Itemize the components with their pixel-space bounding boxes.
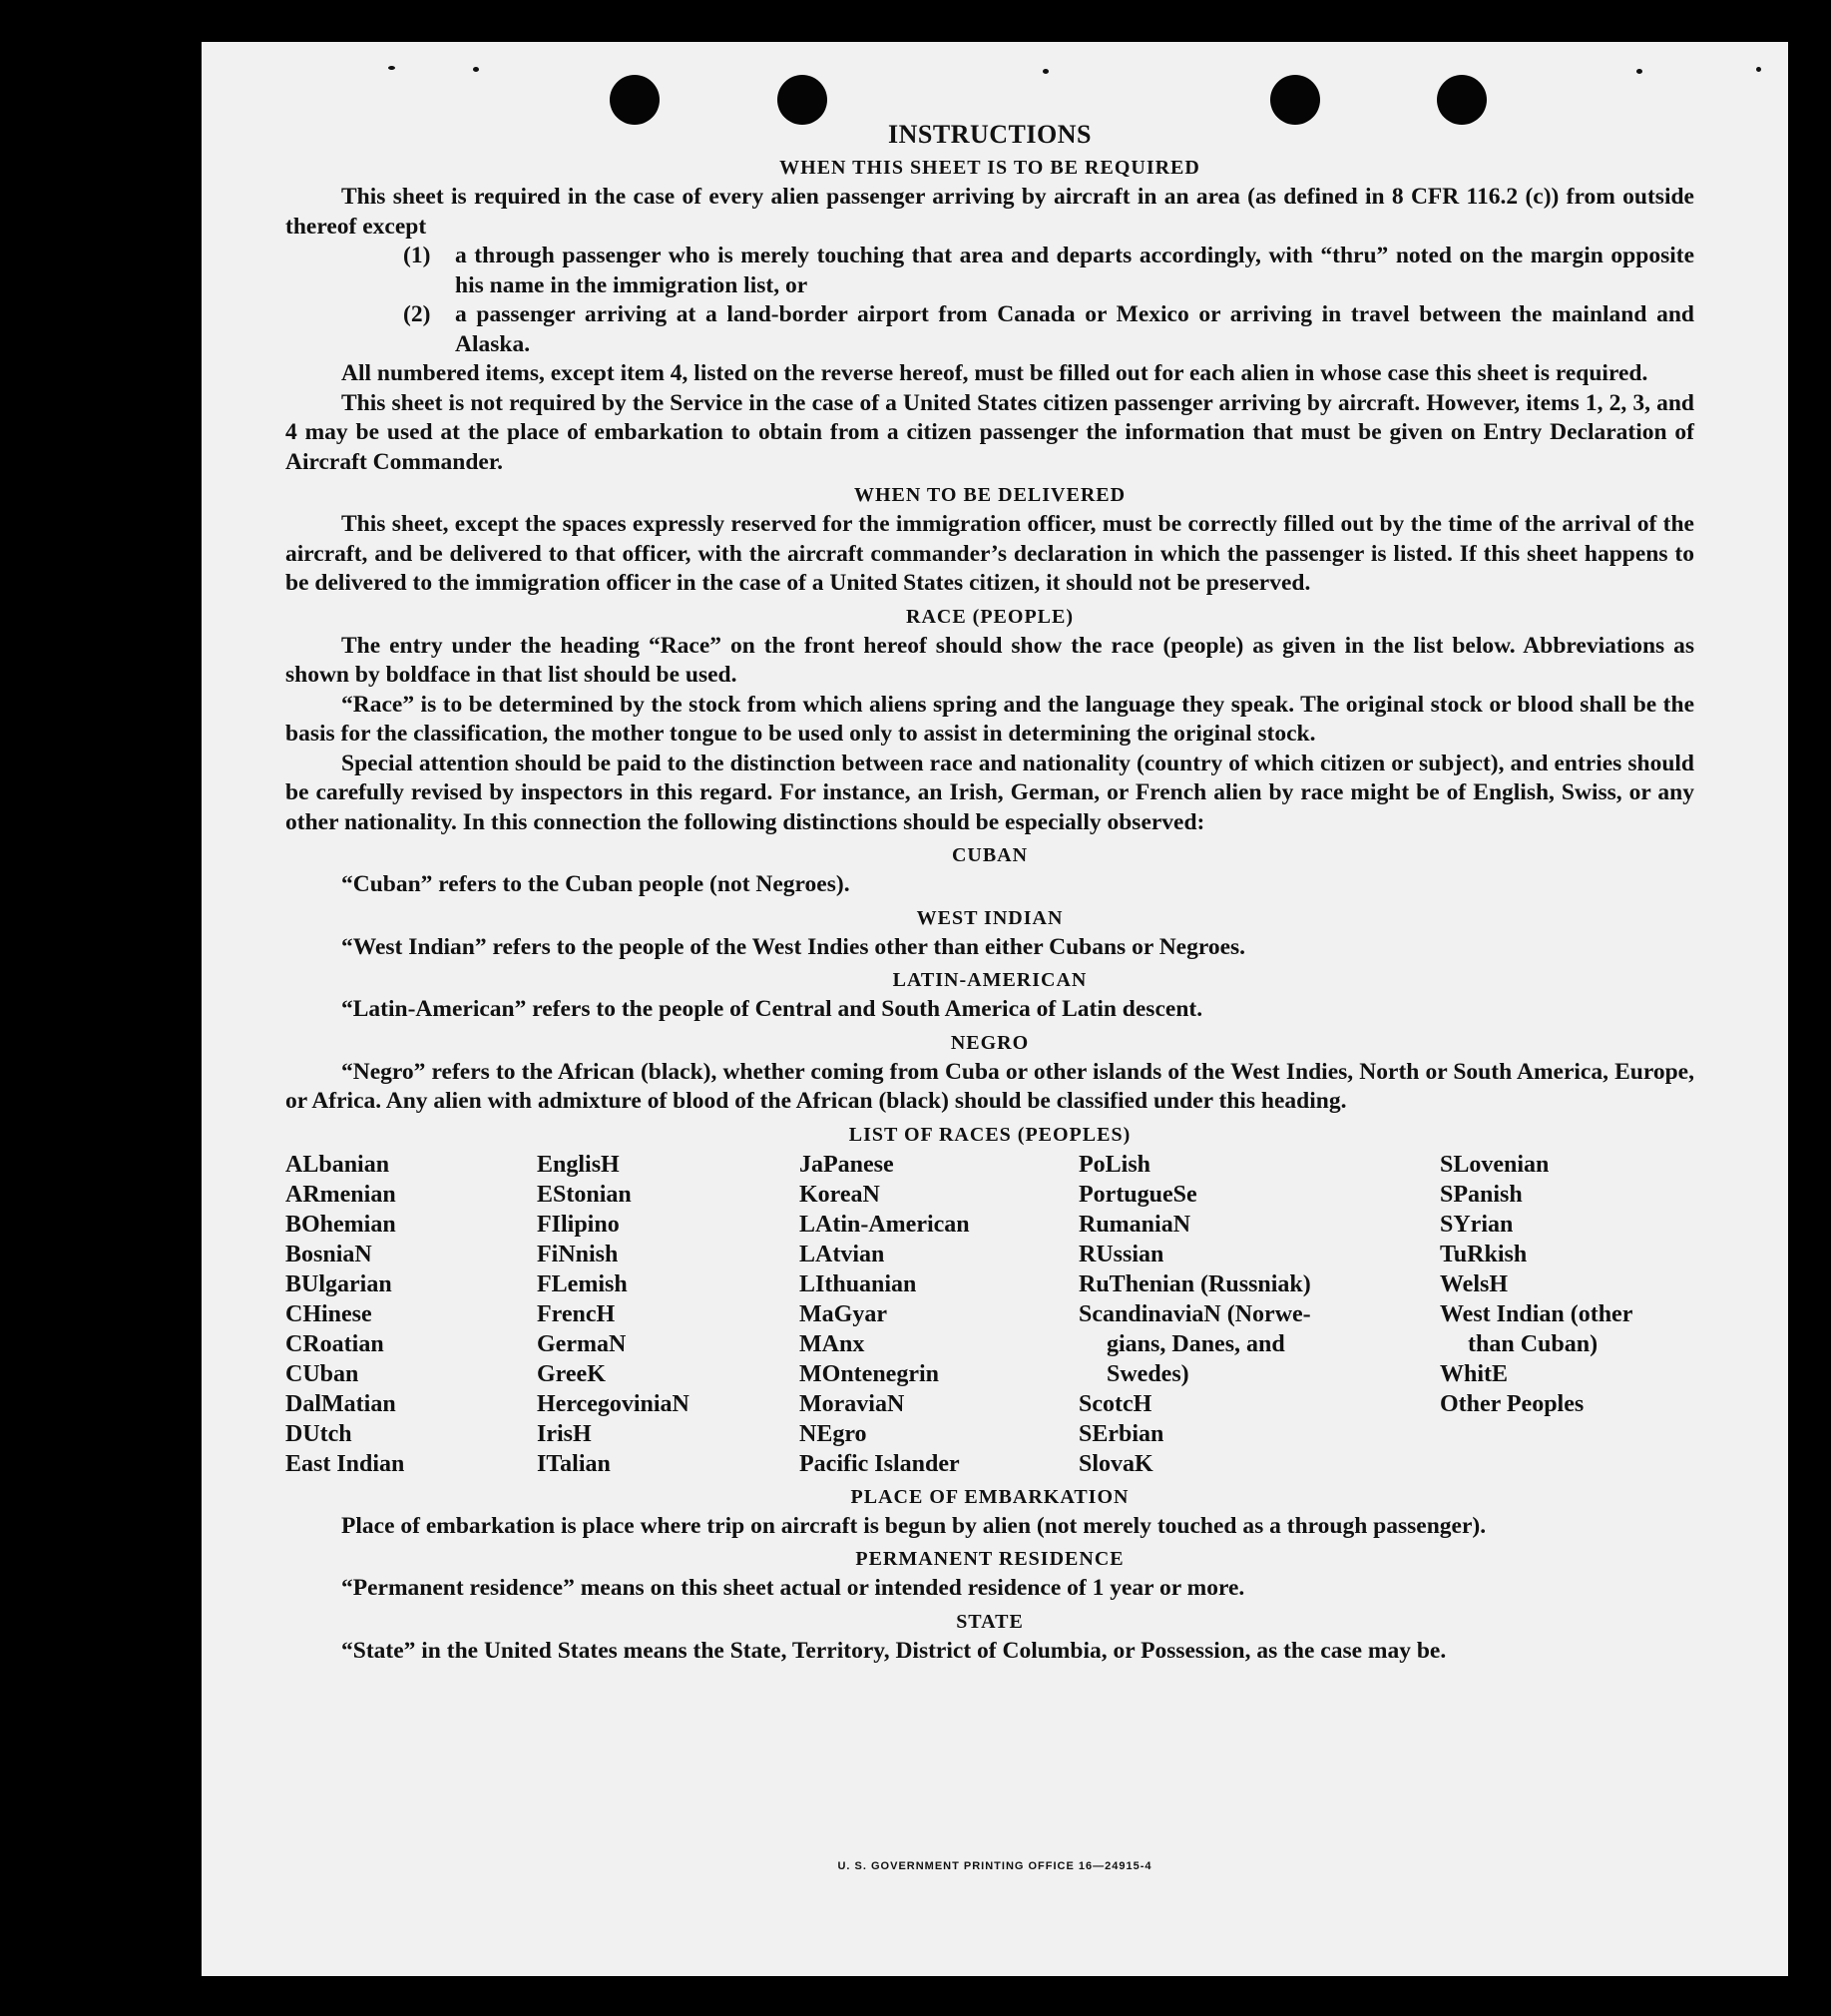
race-entry: West Indian (other: [1440, 1300, 1633, 1327]
paragraph: All numbered items, except item 4, listed on the reverse hereof, must be filled out for each alien in whose case this sheet is required.: [341, 360, 1648, 386]
race-entry: GermaN: [537, 1330, 627, 1357]
race-entry: BUlgarian: [285, 1270, 392, 1297]
paragraph: “Negro” refers to the African (black), whether coming from Cuba or other islands of the West Indies, North or South America, Europe, or Africa. Any alien with admixture of blood of the African (black) should be classified under this heading.: [285, 1058, 1694, 1114]
paragraph: “Race” is to be determined by the stock from which aliens spring and the language they speak. The original stock or blood shall be the basis for the classification, the mother tongue to be used only to assist in determining the original stock.: [285, 691, 1694, 747]
printer-imprint: U. S. GOVERNMENT PRINTING OFFICE 16—24915-4: [837, 1860, 1152, 1872]
page-title: INSTRUCTIONS: [888, 120, 1092, 149]
race-entry: RUssian: [1079, 1241, 1164, 1267]
item-number: (1): [403, 243, 431, 268]
race-entry: ScotcH: [1079, 1390, 1152, 1417]
race-column: [1440, 1150, 1694, 1479]
race-entry: DUtch: [285, 1420, 352, 1447]
paragraph: “West Indian” refers to the people of the West Indies other than either Cubans or Negroes.: [341, 933, 1246, 960]
race-entry: EStonian: [537, 1181, 632, 1208]
race-entry: MoraviaN: [799, 1390, 905, 1417]
race-entry: SYrian: [1440, 1211, 1514, 1238]
heading-permanent-residence: PERMANENT RESIDENCE: [855, 1548, 1125, 1570]
heading-race: RACE (PEOPLE): [906, 605, 1074, 628]
race-entry: East Indian: [285, 1450, 405, 1477]
race-entry: PortugueSe: [1079, 1181, 1197, 1208]
item-number: (2): [403, 301, 431, 327]
race-entry: EnglisH: [537, 1151, 620, 1178]
race-entry: Other Peoples: [1440, 1390, 1585, 1417]
race-entry: PoLish: [1079, 1151, 1151, 1178]
race-entry: LAtvian: [799, 1241, 885, 1267]
paragraph: This sheet, except the spaces expressly reserved for the immigration officer, must be correctly filled out by the time of the arrival of the aircraft, and be delivered to that officer, with the aircraft commander’s declaration in which the passenger is listed. If this sheet happens to be delivered to the immigration officer in the case of a United States citizen, it should not be preserved.: [285, 511, 1694, 596]
race-column: [1079, 1150, 1440, 1479]
dust-speck: [1756, 67, 1761, 72]
paragraph: “Permanent residence” means on this sheet actual or intended residence of 1 year or more.: [341, 1575, 1245, 1601]
heading-latin-american: LATIN-AMERICAN: [892, 969, 1088, 991]
race-entry: FrencH: [537, 1300, 616, 1327]
race-list: [285, 1150, 1694, 1479]
dust-speck: [1043, 69, 1049, 74]
paragraph: “Latin-American” refers to the people of Central and South America of Latin descent.: [341, 996, 1203, 1022]
race-entry: CRoatian: [285, 1330, 384, 1357]
dust-speck: [1636, 69, 1642, 74]
race-column: [799, 1150, 1079, 1479]
paragraph: Place of embarkation is place where trip on aircraft is begun by alien (not merely touched as a through passenger).: [341, 1512, 1487, 1539]
race-entry: WelsH: [1440, 1270, 1509, 1297]
race-entry: Pacific Islander: [799, 1450, 960, 1477]
dust-speck: [473, 67, 479, 72]
paragraph: The entry under the heading “Race” on the front hereof should show the race (people) as given in the list below. Abbreviations as shown by boldface in that list should be used.: [285, 632, 1694, 688]
race-entry: MaGyar: [799, 1300, 887, 1327]
item-text: a through passenger who is merely touching that area and departs accordingly, with “thru” noted on the margin opposite his name in the immigration list, or: [455, 243, 1694, 298]
race-entry: RumaniaN: [1079, 1211, 1191, 1238]
heading-negro: NEGRO: [950, 1031, 1030, 1054]
paragraph: This sheet is not required by the Service in the case of a United States citizen passenger arriving by aircraft. However, items 1, 2, 3, and 4 may be used at the place of embarkation to obtain from a citizen passenger the information that must be given on Entry Declaration of Aircraft Commander.: [285, 389, 1694, 475]
race-entry: CUban: [285, 1360, 359, 1387]
race-entry: SlovaK: [1079, 1450, 1153, 1477]
instructions-text: [285, 120, 1694, 1666]
race-entry: BOhemian: [285, 1211, 396, 1238]
race-entry-continued: than Cuban): [1468, 1330, 1599, 1357]
heading-embarkation: PLACE OF EMBARKATION: [850, 1485, 1130, 1508]
race-entry: IrisH: [537, 1420, 592, 1447]
race-entry: LAtin-American: [799, 1211, 970, 1238]
paragraph: This sheet is required in the case of every alien passenger arriving by aircraft in an area (as defined in 8 CFR 116.2 (c)) from outside thereof except: [285, 184, 1694, 240]
race-entry: FiNnish: [537, 1241, 619, 1267]
document-page: [202, 42, 1788, 1976]
exception-item: [285, 242, 1694, 300]
race-entry: FIlipino: [537, 1211, 620, 1238]
race-entry: SLovenian: [1440, 1151, 1550, 1178]
heading-when-required: WHEN THIS SHEET IS TO BE REQUIRED: [779, 157, 1200, 179]
race-entry-continued: gians, Danes, and: [1107, 1330, 1285, 1357]
heading-state: STATE: [956, 1610, 1024, 1633]
race-entry: ITalian: [537, 1450, 611, 1477]
punch-hole: [1437, 75, 1487, 125]
punch-hole: [777, 75, 827, 125]
race-column: [285, 1150, 537, 1479]
race-entry: FLemish: [537, 1270, 628, 1297]
race-entry-continued: Swedes): [1107, 1360, 1189, 1387]
race-entry: KoreaN: [799, 1181, 880, 1208]
race-column: [537, 1150, 799, 1479]
race-entry: NEgro: [799, 1420, 867, 1447]
race-entry: HercegoviniaN: [537, 1390, 689, 1417]
exception-item: [285, 300, 1694, 359]
race-entry: LIthuanian: [799, 1270, 917, 1297]
race-entry: MOntenegrin: [799, 1360, 939, 1387]
paragraph: “State” in the United States means the State, Territory, District of Columbia, or Possession, as the case may be.: [341, 1637, 1447, 1664]
race-entry: GreeK: [537, 1360, 606, 1387]
heading-cuban: CUBAN: [951, 844, 1029, 866]
paragraph: Special attention should be paid to the distinction between race and nationality (country of which citizen or subject), and entries should be carefully revised by inspectors in this regard. For instance, an Irish, German, or French alien by race might be of English, Swiss, or any other nationality. In this connection the following distinctions should be especially observed:: [285, 750, 1694, 835]
race-entry: WhitE: [1440, 1360, 1509, 1387]
punch-hole: [1270, 75, 1320, 125]
race-entry: JaPanese: [799, 1151, 894, 1178]
race-entry: BosniaN: [285, 1241, 372, 1267]
punch-hole: [610, 75, 660, 125]
race-entry: RuThenian (Russniak): [1079, 1270, 1311, 1297]
dust-speck: [388, 66, 395, 70]
race-entry: MAnx: [799, 1330, 865, 1357]
race-entry: DalMatian: [285, 1390, 396, 1417]
race-entry: SErbian: [1079, 1420, 1164, 1447]
race-entry: SPanish: [1440, 1181, 1523, 1208]
heading-when-delivered: WHEN TO BE DELIVERED: [853, 484, 1127, 506]
race-entry: ScandinaviaN (Norwe-: [1079, 1300, 1311, 1327]
race-entry: TuRkish: [1440, 1241, 1528, 1267]
heading-list-of-races: LIST OF RACES (PEOPLES): [848, 1123, 1132, 1146]
race-entry: CHinese: [285, 1300, 372, 1327]
race-entry: ALbanian: [285, 1151, 390, 1178]
heading-west-indian: WEST INDIAN: [916, 906, 1064, 929]
paragraph: “Cuban” refers to the Cuban people (not Negroes).: [341, 871, 850, 897]
race-entry: ARmenian: [285, 1181, 396, 1208]
item-text: a passenger arriving at a land-border airport from Canada or Mexico or arriving in travel between the mainland and Alaska.: [455, 301, 1694, 357]
